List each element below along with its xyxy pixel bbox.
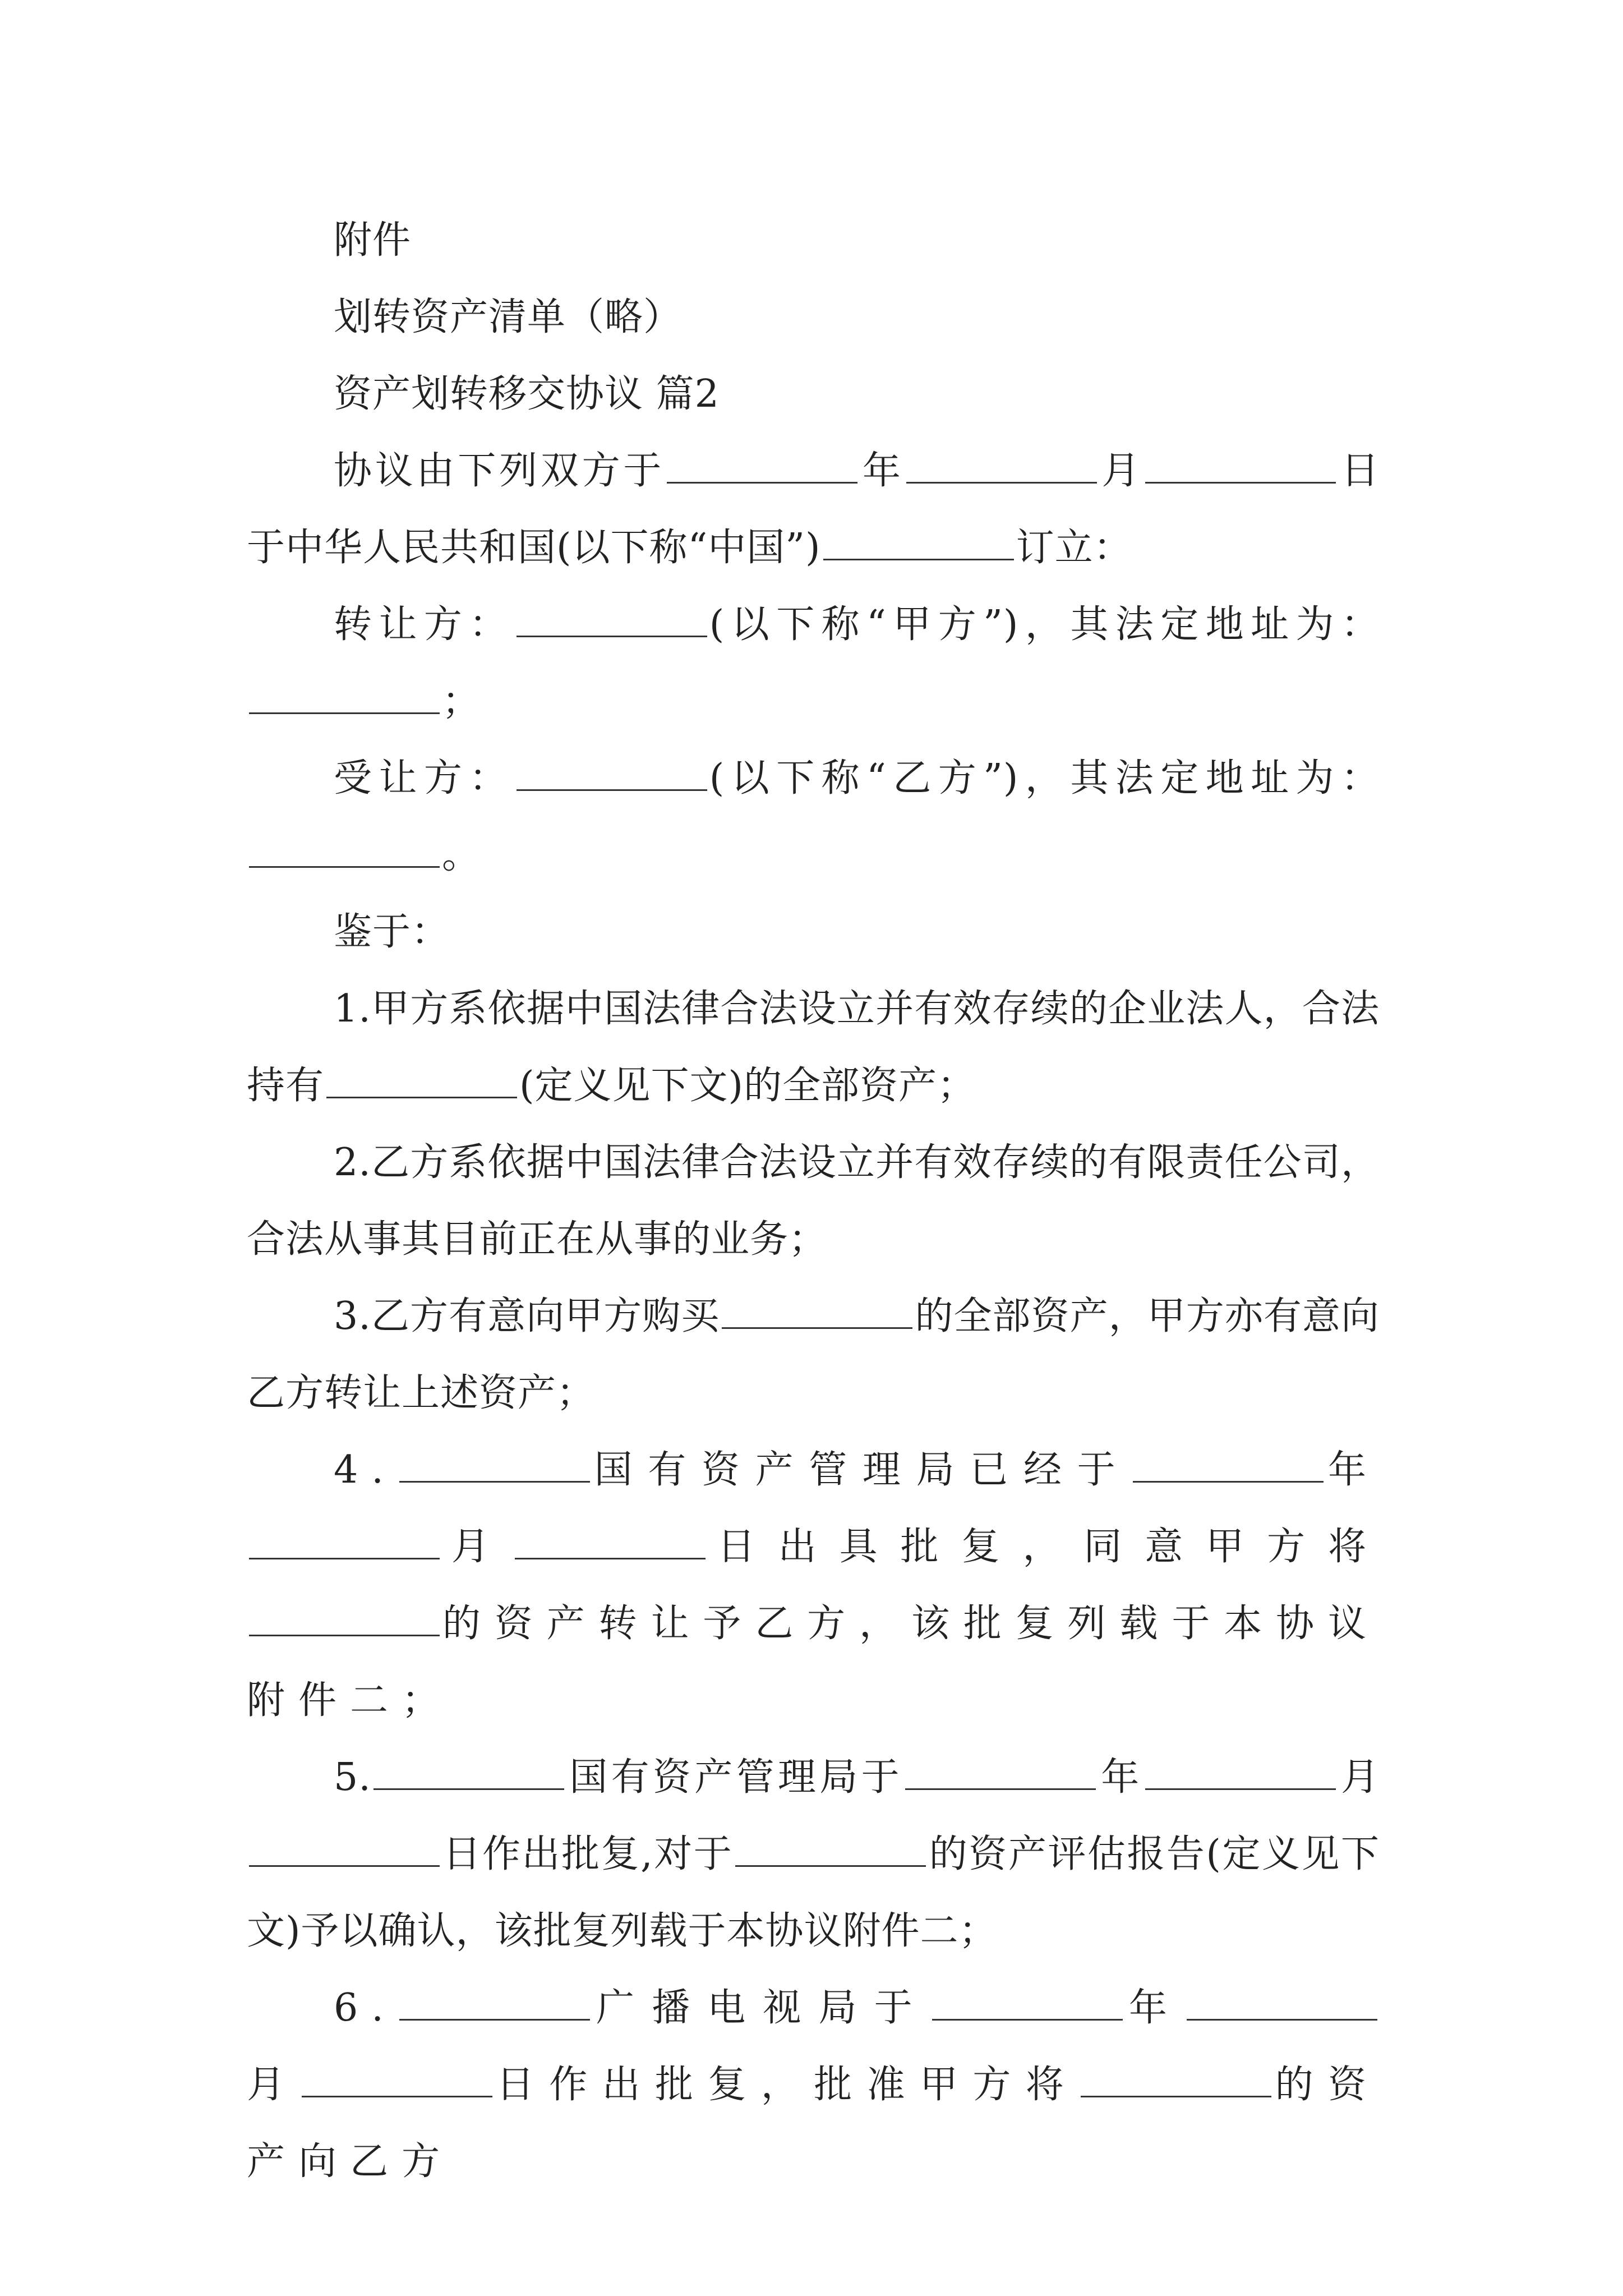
item6-text-1: 6. — [334, 1986, 397, 2030]
asset-list-line: 划转资产清单（略） — [334, 295, 683, 339]
blank-item3-entity — [722, 1296, 912, 1329]
item4-text-4: 月 — [442, 1525, 513, 1569]
whereas-item-3 — [247, 1278, 1380, 1432]
item1-text-2: (定义见下文)的全部资产； — [519, 1064, 976, 1108]
whereas-heading: 鉴于： — [334, 910, 450, 954]
intro-text-1: 协议由下列双方于 — [334, 449, 665, 493]
intro-text-3: 月 — [1099, 449, 1144, 493]
blank-item4-year — [1133, 1450, 1324, 1483]
intro-text-2: 年 — [860, 449, 904, 493]
whereas-item-4 — [247, 1432, 1380, 1739]
item5-text-3: 年 — [1098, 1755, 1143, 1800]
whereas-item-5 — [247, 1739, 1380, 1970]
intro-text-5: 订立： — [1016, 526, 1132, 570]
item4-text-2: 国有资产管理局已经于 — [592, 1448, 1131, 1492]
blank-day — [1145, 450, 1336, 484]
agreement-heading: 资产划转移交协议 篇2 — [334, 372, 720, 416]
blank-item6-day — [302, 2064, 492, 2097]
blank-item4-month — [249, 1526, 440, 1559]
blank-transferor-address — [249, 681, 440, 714]
blank-item4-entity — [249, 1603, 440, 1636]
transferee-text-1: 受让方： — [334, 756, 514, 800]
item4-text-5: 日出具批复，同意甲方将 — [707, 1525, 1380, 1569]
item6-text-3: 年 — [1124, 1986, 1184, 2030]
transferor-text-2: (以下称“甲方”)，其法定地址为： — [709, 602, 1380, 647]
item2-text-1: 2.乙方系依据中国法律合法设立并有效存续的有限责任公司，合法从事其目前正在从事的业务； — [247, 1140, 1380, 1262]
blank-month — [906, 450, 1097, 484]
blank-transferor-name — [517, 604, 707, 637]
blank-item6-month — [1187, 1987, 1377, 2021]
item6-text-2: 广播电视局于 — [592, 1986, 930, 2030]
blank-item5-bureau — [374, 1757, 564, 1790]
blank-place — [823, 527, 1014, 560]
intro-text-4: 日于中华人民共和国(以下称“中国”) — [247, 449, 1380, 570]
item4-text-6: 的资产转让予乙方，该批复列载于本协议附件二； — [247, 1602, 1380, 1723]
whereas-item-6 — [247, 1970, 1380, 2200]
item5-text-1: 5. — [334, 1755, 371, 1800]
transferor-paragraph — [247, 586, 1380, 740]
transferee-text-3: 。 — [442, 833, 481, 877]
blank-item5-year — [905, 1757, 1096, 1790]
transferor-text-1: 转让方： — [334, 602, 514, 647]
item5-text-5: 日作出批复,对于 — [442, 1832, 734, 1876]
blank-year — [667, 450, 857, 484]
blank-transferee-address — [249, 835, 440, 868]
intro-paragraph — [247, 432, 1380, 586]
attachment-label: 附件 — [334, 218, 412, 263]
whereas-item-2 — [247, 1124, 1380, 1278]
item6-text-5: 日作出批复，批准甲方将 — [495, 2063, 1079, 2107]
blank-item6-year — [932, 1987, 1123, 2021]
document-body — [247, 202, 1380, 2200]
item5-text-2: 国有资产管理局于 — [566, 1755, 903, 1800]
transferor-text-3: ； — [442, 679, 481, 724]
item3-text-1: 3.乙方有意向甲方购买 — [334, 1294, 720, 1338]
transferee-text-2: (以下称“乙方”)，其法定地址为： — [709, 756, 1380, 800]
blank-item5-day — [249, 1834, 440, 1867]
item6-text-6: 的资产向乙方 — [247, 2063, 1380, 2184]
item3-text-2: 的全部资产，甲方亦有意向乙方转让上述资产； — [247, 1294, 1380, 1415]
item4-text-1: 4. — [334, 1448, 397, 1492]
transferee-paragraph — [247, 740, 1380, 894]
item5-text-6: 的资产评估报告(定义见下文)予以确认，该批复列载于本协议附件二； — [247, 1832, 1380, 1953]
item1-text-1: 1.甲方系依据中国法律合法设立并有效存续的企业法人，合法持有 — [247, 987, 1380, 1108]
blank-item4-bureau — [399, 1450, 590, 1483]
blank-item6-bureau — [399, 1987, 590, 2021]
blank-item5-entity — [735, 1834, 926, 1867]
blank-item5-month — [1145, 1757, 1336, 1790]
blank-transferee-name — [517, 758, 707, 791]
item5-text-4: 月 — [1338, 1755, 1380, 1800]
blank-item6-entity — [1081, 2064, 1271, 2097]
item6-text-4: 月 — [247, 2063, 300, 2107]
item4-text-3: 年 — [1326, 1448, 1380, 1492]
blank-item1-entity — [326, 1065, 517, 1098]
blank-item4-day — [515, 1526, 706, 1559]
whereas-item-1 — [247, 970, 1380, 1124]
